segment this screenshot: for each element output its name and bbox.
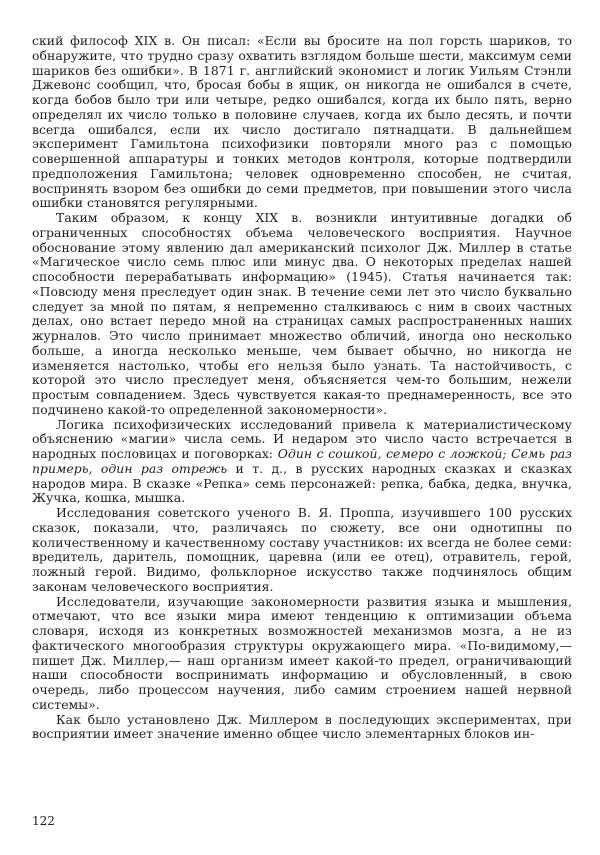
paragraph-3 [32,418,572,507]
paragraph-3-text-a: Логика психофизических исследований привела к материалистическому объяснению «магии» числа семь. И недаром это число часто встречается в народных пословицах и поговорках: [32,416,572,461]
paragraph-2-text: Таким образом, к концу XIX в. возникли интуитивные догадки об ограниченных способностях объема человеческого восприятия. Научное обоснование этому явлению дал американский психолог Дж. Миллер в статье «Магическое число семь плюс или минус два. О некоторых пределах нашей способности перерабатывать информацию» (1945). Статья начинается так: «Повсюду меня преследует один знак. В течение семи лет это число буквально следует за мной по пятам, я непременно сталкиваюсь с ним в своих частных делах, оно встает передо мной на страницах самых распространенных наших журналов. Это число принимает множество обличий, иногда оно несколько больше, а иногда несколько меньше, чем бывает обычно, но никогда не изменяется настолько, чтобы его нельзя было узнать. Та настойчивость, с которой это число преследует меня, объясняется чем-то большим, нежели простым совпадением. Здесь чувствуется какая-то преднамеренность, все это подчинено какой-то определенной закономерности». [32,210,572,417]
paragraph-5 [32,595,572,713]
page-number: 122 [32,814,55,828]
page-body [32,34,572,742]
paragraph-2 [32,211,572,418]
paragraph-4 [32,506,572,595]
paragraph-3-text-b: и т. д., в русских народных сказках и сказках народов мира. В сказке «Репка» семь персонажей: репка, бабка, дедка, внучка, Жучка, кошка, мышка. [32,460,572,506]
paragraph-4-text: Исследования советского ученого В. Я. Проппа, изучившего 100 русских сказок, показали, что, различаясь по сюжету, все они однотипны по количественному и качественному составу участников: их всегда не более семи: вредитель, даритель, помощник, царевна (или ее отец), отравитель, герой, ложный герой. Видимо, фольклорное искусство также подчинялось общим законам человеческого восприятия. [32,505,572,594]
proverbs-italic: Один с сошкой, семеро с ложкой; Семь раз примерь, один раз отрежь [32,446,572,476]
paragraph-1 [32,34,572,211]
paragraph-6-text: Как было установлено Дж. Миллером в последующих экспериментах, при восприятии имеет значение именно общее число элементарных блоков ин- [32,711,572,742]
paragraph-6 [32,713,572,743]
paragraph-5-text: Исследователи, изучающие закономерности развития языка и мышления, отмечают, что все языки мира имеют тенденцию к оптимизации объема словаря, исходя из конкретных возможностей механизмов мозга, а не из фактического многообразия структуры окружающего мира. «По-видимому,— пишет Дж. Миллер,— наш организм имеет какой-то предел, ограничивающий наши способности воспринимать информацию и обусловленный, в свою очередь, либо процессом научения, либо самим строением нашей нервной системы». [32,593,572,712]
paragraph-1-text: ский философ XIX в. Он писал: «Если вы бросите на пол горсть шариков, то обнаружите, что трудно сразу охватить взглядом больше шести, максимум семи шариков без ошибки». В 1871 г. английский экономист и логик Уильям Стэнли Джевонс сообщил, что, бросая бобы в ящик, он никогда не ошибался в счете, когда бобов было три или четыре, редко ошибался, когда их было пять, верно определял их число только в половине случаев, когда их было десять, и почти всегда ошибался, если их число достигало пятнадцати. В дальнейшем эксперимент Гамильтона психофизики повторяли много раз с помощью совершенной аппаратуры и тонких методов контроля, которые подтвердили предположения Гамильтона; человек одновременно способен, не считая, воспринять взором без ошибки до семи предметов, при повышении этого числа ошибки становятся регулярными. [32,33,572,211]
